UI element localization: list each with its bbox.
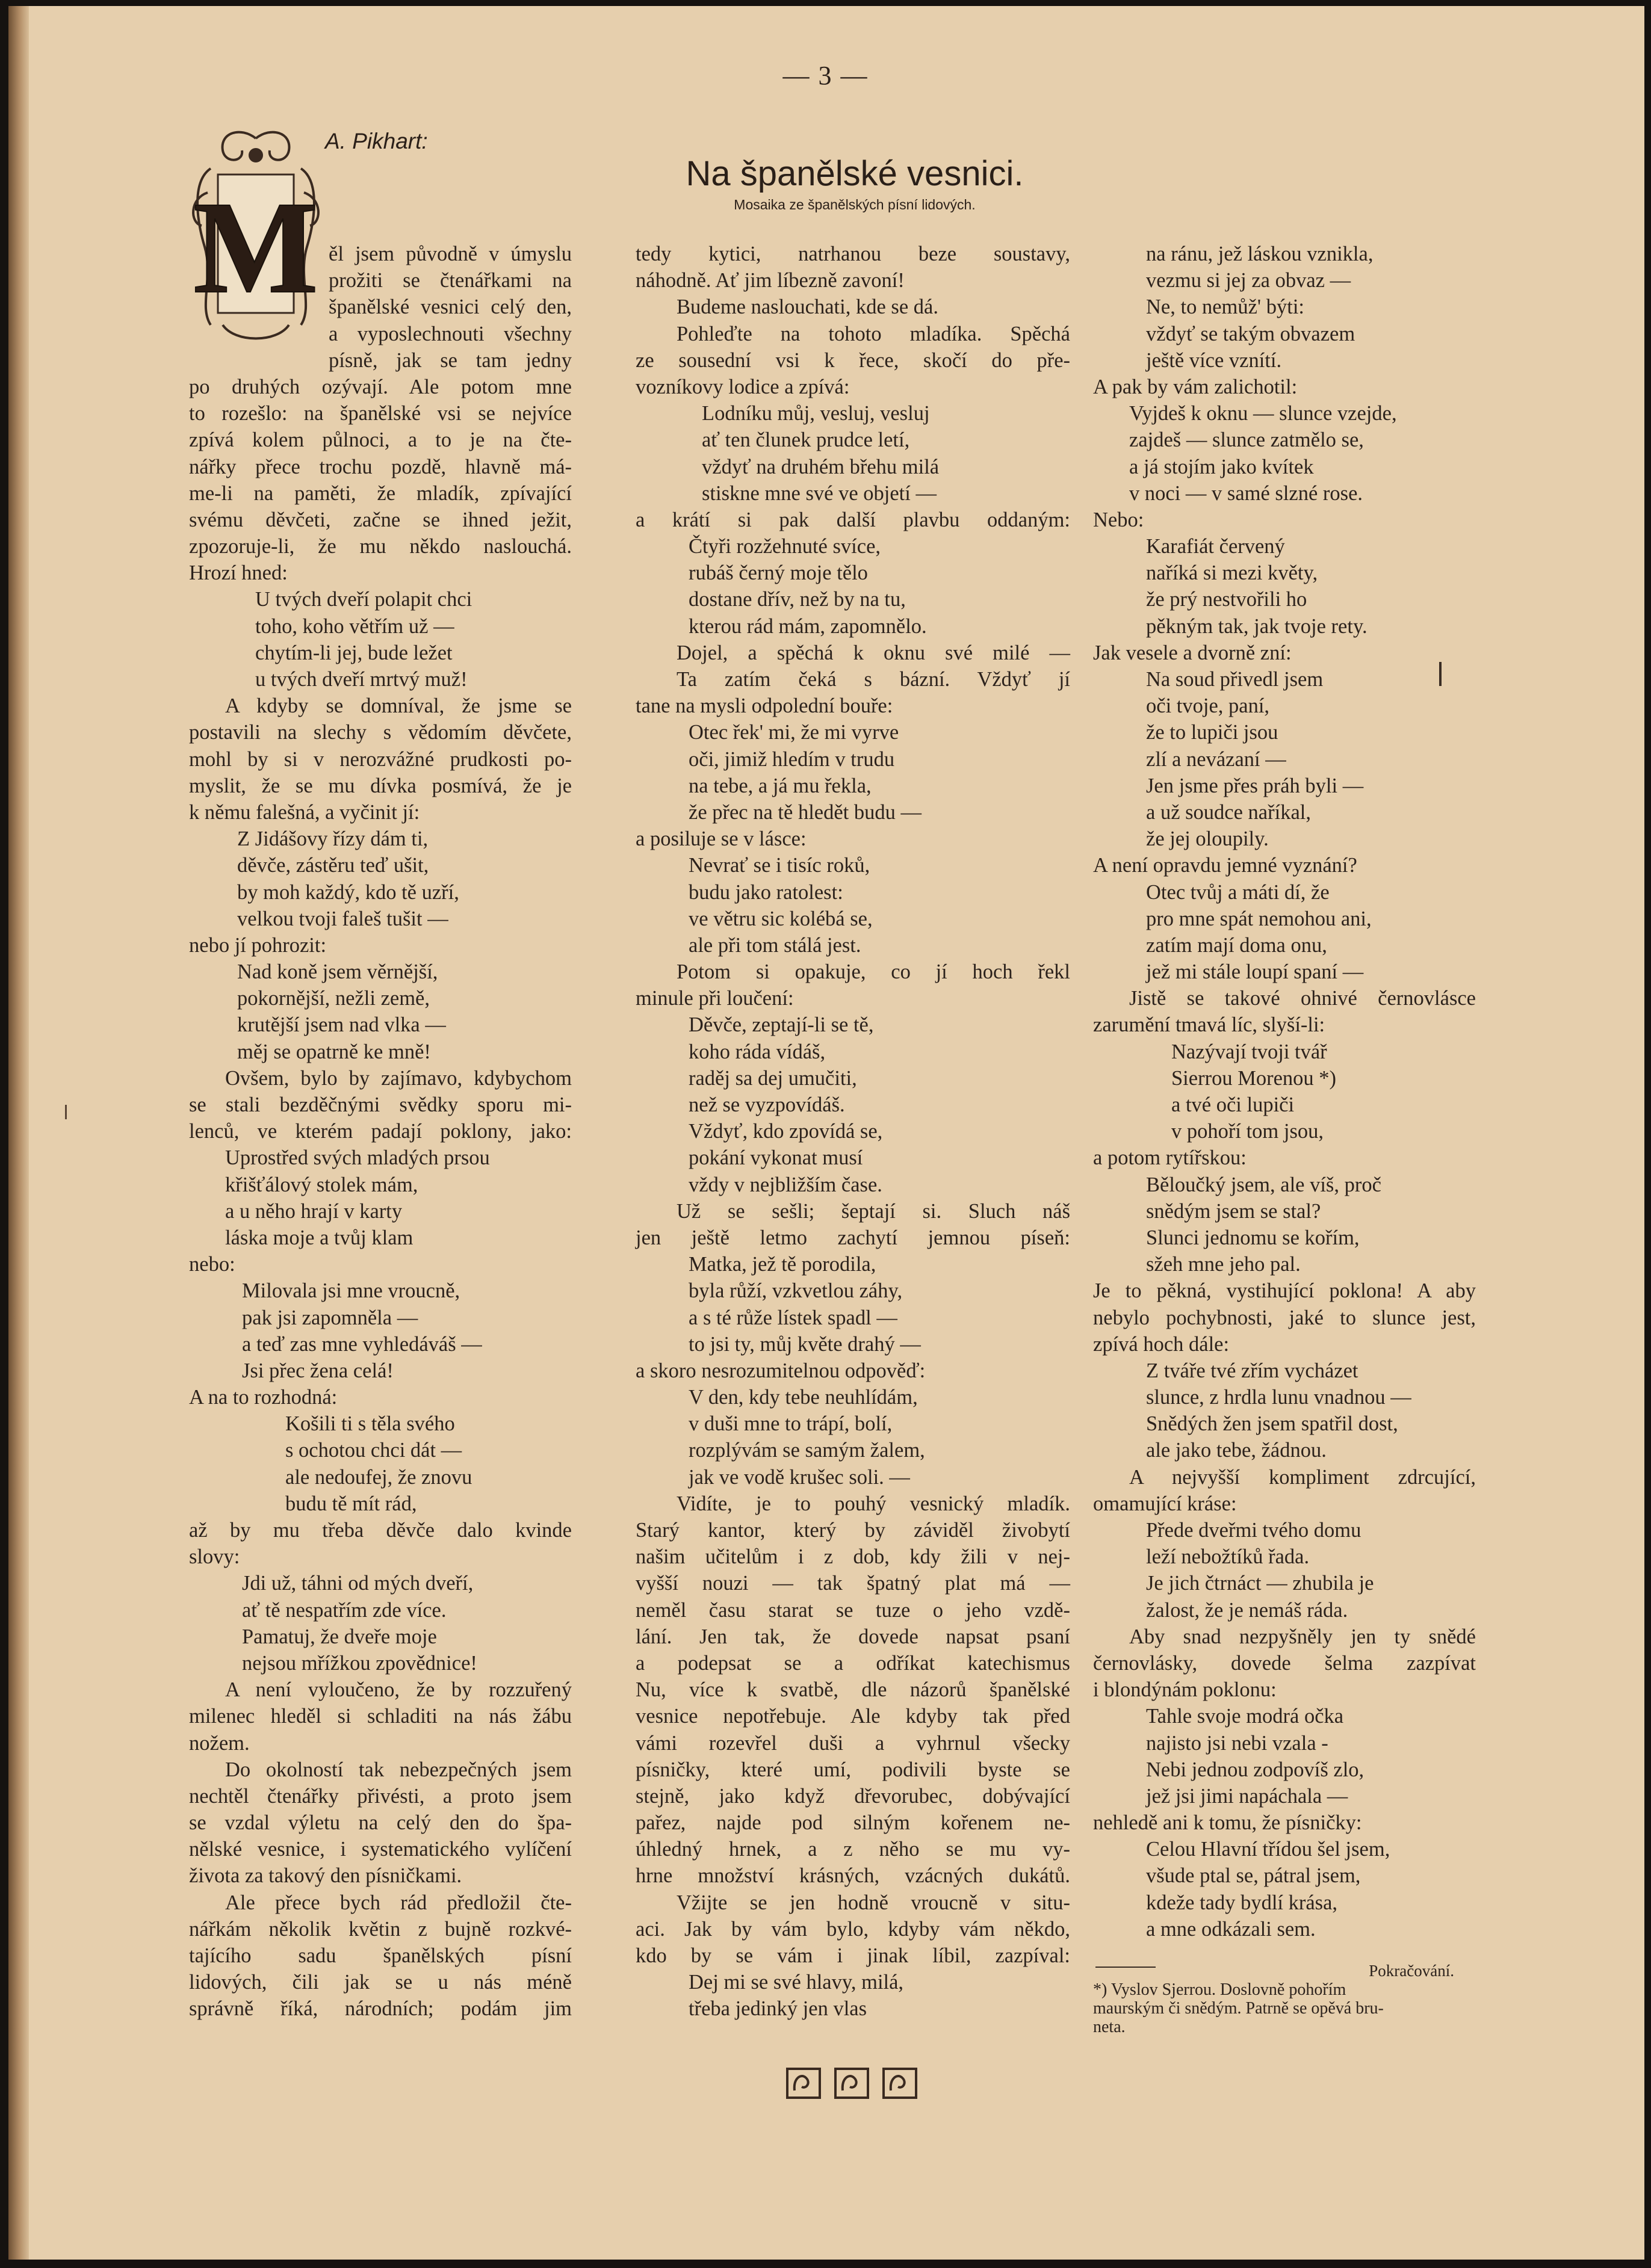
verse-line: krutější jsem nad vlka — [237, 1013, 446, 1037]
text-column-left [189, 241, 572, 2022]
text-line: aci. Jak by vám bylo, kdyby vám někdo, [636, 1917, 1070, 1941]
text-line: správně říká, národních; podám jim [189, 1997, 572, 2021]
verse-line: na ránu, jež láskou vznikla, [1146, 243, 1374, 265]
verse-line: ať ten člunek prudce letí, [702, 428, 910, 452]
verse-line: Dej mi se své hlavy, milá, [689, 1971, 904, 1994]
text-line: a krátí si pak další plavbu oddaným: [636, 508, 1070, 531]
verse-line: jež mi stále loupí spaní — [1146, 960, 1364, 984]
verse-line: pro mne spát nemohou ani, [1146, 907, 1372, 930]
text-line: neměl času starat se tuze o jeho vzdě- [636, 1598, 1070, 1622]
text-line: Jistě se takové ohnivé černovlásce [1129, 987, 1476, 1010]
verse-line: že to lupiči jsou [1146, 721, 1278, 744]
verse-line: Přede dveřmi tvého domu [1146, 1519, 1361, 1542]
text-line: ze sousední vsi k řece, skočí do pře- [636, 348, 1070, 372]
verse-line: Je jich čtrnáct — zhubila je [1146, 1572, 1374, 1595]
verse-line: a tvé oči lupiči [1171, 1093, 1295, 1116]
verse-line: Jdi už, táhni od mých dveří, [242, 1572, 474, 1595]
text-line: zpívá kolem půlnoci, a to je na čte- [189, 428, 572, 452]
article-title: Na španělské vesnici. [686, 154, 1024, 193]
text-line: nářky přece trochu pozdě, hlavně má- [189, 455, 572, 478]
footnote-line: *) Vyslov Sjerrou. Doslovně pohořím [1093, 1980, 1346, 1999]
text-line: zpozoruje-li, že mu někdo naslouchá. [189, 535, 572, 558]
text-line: svému děvčeti, začne se ihned ježit, [189, 508, 572, 531]
text-line: úhledný hrnek, a z něho se mu vy- [636, 1838, 1070, 1861]
text-line: nechtěl čtenářky přivésti, a proto jsem [189, 1784, 572, 1808]
text-line: Ale přece bych rád předložil čte- [225, 1891, 572, 1914]
verse-line: Karafiát červený [1146, 535, 1285, 558]
text-line: náhodně. Ať jim líbezně zavoní! [636, 269, 905, 292]
page-binding-edge [8, 6, 29, 2260]
text-column-middle [636, 241, 1070, 2022]
text-line: Do okolností tak nebezpečných jsem [225, 1758, 572, 1781]
text-line: nářkám několik květin z bujně rozkvé- [189, 1917, 572, 1941]
verse-line: a mne odkázali sem. [1146, 1917, 1316, 1941]
text-line: A pak by vám zalichotil: [1093, 375, 1298, 398]
text-line: milenec hleděl si schladiti na nás žábu [189, 1705, 572, 1728]
verse-line: Slunci jednomu se kořím, [1146, 1226, 1360, 1249]
verse-line: dostane dřív, než by na tu, [689, 588, 906, 611]
text-line: Hrozí hned: [189, 561, 288, 585]
text-line: nebo jí pohrozit: [189, 933, 327, 957]
text-line: nebo: [189, 1253, 235, 1276]
text-line: zarumění tmavá líc, slyší-li: [1093, 1013, 1325, 1037]
footnote-line: neta. [1093, 2018, 1126, 2036]
text-line: Už se sešli; šeptají si. Sluch náš [677, 1199, 1070, 1223]
text-line: zpívá hoch dále: [1093, 1332, 1230, 1356]
text-line: A kdyby se domníval, že jsme se [225, 694, 572, 718]
text-line: A nejvyšší kompliment zdrcující, [1129, 1465, 1476, 1489]
text-line: mohl by si v nerozvážné prudkosti po- [189, 747, 572, 771]
text-line: pařez, najde pod silným kořenem ne- [636, 1811, 1070, 1835]
verse-line: Celou Hlavní třídou šel jsem, [1146, 1838, 1390, 1861]
text-line: a posiluje se v lásce: [636, 827, 807, 851]
verse-line: pěkným tak, jak tvoje rety. [1146, 614, 1368, 638]
verse-line: ale nedoufej, že znovu [285, 1465, 472, 1489]
verse-line: Košili ti s těla svého [285, 1412, 455, 1436]
verse-line: ještě více vznítí. [1146, 348, 1282, 372]
verse-line: jež jsi jimi napáchala — [1146, 1784, 1348, 1808]
verse-line: stiskne mne své ve objetí — [702, 481, 937, 505]
verse-line: najisto jsi nebi vzala - [1146, 1731, 1328, 1755]
text-line: k němu falešná, a vyčinit jí: [189, 800, 420, 824]
text-line: A není vyloučeno, že by rozzuřený [225, 1678, 572, 1702]
verse-line: Milovala jsi mne vroucně, [242, 1279, 460, 1303]
verse-line: Jen jsme přes práh byli — [1146, 774, 1364, 797]
text-line: písně, jak se tam jedny [329, 348, 572, 372]
text-line: vámi rozevřel duši a vyhrnul všecky [636, 1731, 1070, 1755]
verse-line: pokání vykonat musí [689, 1146, 863, 1170]
verse-line: žalost, že je nemáš ráda. [1146, 1598, 1348, 1622]
text-line: tane na mysli odpolední bouře: [636, 694, 893, 718]
verse-line: Matka, jež tě porodila, [689, 1253, 876, 1276]
text-line: španělské vesnici celý den, [329, 295, 572, 319]
verse-line: Nazývají tvoji tvář [1171, 1040, 1327, 1063]
verse-line: leží nebožtíků řada. [1146, 1545, 1310, 1569]
verse-line: ale jako tebe, žádnou. [1146, 1439, 1327, 1462]
ornament-glyph [835, 2069, 868, 2098]
verse-line: a u něho hrají v karty [225, 1199, 403, 1223]
text-line: a vyposlechnouti všechny [329, 322, 572, 345]
verse-line: a s té růže lístek spadl — [689, 1306, 897, 1329]
verse-line: že přec na tě hledět budu — [689, 800, 922, 824]
text-line: Jak vesele a dvorně zní: [1093, 641, 1292, 664]
section-end-ornament [782, 2065, 921, 2101]
verse-line: oči tvoje, paní, [1146, 694, 1270, 718]
text-line: a podepsat se a odříkat katechismus [636, 1651, 1070, 1675]
text-line: jen ještě letmo zachytí jemnou píseň: [636, 1226, 1070, 1249]
text-line: Je to pěkná, vystihující poklona! A aby [1093, 1279, 1476, 1303]
verse-line: s ochotou chci dát — [285, 1439, 462, 1462]
text-line: postavili na slechy s vědomím děvčete, [189, 721, 572, 744]
text-line: lidových, čili jak se u nás méně [189, 1971, 572, 1994]
verse-line: by moh každý, kdo tě uzří, [237, 880, 459, 904]
verse-line: zatím mají doma onu, [1146, 933, 1327, 957]
verse-line: zajdeš — slunce zatmělo se, [1129, 428, 1364, 452]
verse-line: že jej oloupily. [1146, 827, 1269, 851]
verse-line: Ne, to nemůž' býti: [1146, 295, 1304, 319]
text-line: nělské vesnice, i systematického vylíčení [189, 1838, 572, 1861]
text-line: Pohleďte na tohoto mladíka. Spěchá [677, 322, 1070, 345]
text-line: se stali bezděčnými svědky sporu mi- [189, 1093, 572, 1116]
text-line: života za takový den písničkami. [189, 1864, 462, 1888]
verse-line: V den, kdy tebe neuhlídám, [689, 1386, 918, 1409]
verse-line: toho, koho větřím už — [255, 614, 454, 638]
article-subtitle: Mosaika ze španělských písní lidových. [734, 197, 976, 212]
verse-line: slunce, z hrdla lunu vnadnou — [1146, 1386, 1411, 1409]
text-line: lenců, ve kterém padají poklony, jako: [189, 1120, 572, 1143]
text-line: to rozešlo: na španělské vsi se nejvíce [189, 402, 572, 425]
verse-line: to jsi ty, můj květe drahý — [689, 1332, 921, 1356]
verse-line: Jsi přec žena celá! [242, 1359, 394, 1382]
verse-line: Vyjdeš k oknu — slunce vzejde, [1129, 402, 1397, 425]
text-line: vozníkovy lodice a zpívá: [636, 375, 850, 398]
text-line: slovy: [189, 1545, 240, 1569]
verse-line: oči, jimiž hledím v trudu [689, 747, 895, 771]
verse-line: velkou tvoji faleš tušit — [237, 907, 448, 930]
text-line: A není opravdu jemné vyznání? [1093, 854, 1357, 877]
text-line: lání. Jen tak, že dovede napsat psaní [636, 1625, 1070, 1648]
text-line: našim učitelům i z dob, kdy žili v nej- [636, 1545, 1070, 1569]
verse-line: Otec řek' mi, že mi vyrve [689, 721, 899, 744]
text-line: nehledě ani k tomu, že písničky: [1093, 1811, 1362, 1835]
text-line: po druhých ozývají. Ale potom mne [189, 375, 572, 398]
text-line: Aby snad nezpyšněly jen ty snědé [1129, 1625, 1476, 1648]
verse-line: ať tě nespatřím zde více. [242, 1598, 447, 1622]
verse-line: měj se opatrně ke mně! [237, 1040, 431, 1063]
verse-line: rubáš černý moje tělo [689, 561, 868, 585]
text-line: Nebo: [1093, 508, 1144, 531]
verse-line: v noci — v samé slzné rose. [1129, 481, 1363, 505]
verse-line: vezmu si jej za obvaz — [1146, 269, 1351, 292]
text-line: myslit, že se mu dívka posmívá, že je [189, 774, 572, 797]
verse-line: ale při tom stálá jest. [689, 933, 861, 957]
verse-line: nejsou mřížkou zpovědnice! [242, 1651, 477, 1675]
footnote-block [1093, 1962, 1478, 2036]
text-line: černovlásky, dovede šelma zazpívat [1093, 1651, 1476, 1675]
footnote-line: maurským či snědým. Patrně se opěvá bru- [1093, 1999, 1384, 2018]
verse-line: sžeh mne jeho pal. [1146, 1253, 1301, 1276]
verse-line: pak jsi zapomněla — [242, 1306, 418, 1329]
verse-line: vždy v nejbližším čase. [689, 1173, 882, 1196]
verse-line: budu jako ratolest: [689, 880, 843, 904]
verse-line: pokornější, nežli země, [237, 987, 430, 1010]
text-line: kdo by se vám i jinak líbil, zazpíval: [636, 1944, 1070, 1967]
verse-line: kdeže tady bydlí krása, [1146, 1891, 1338, 1914]
verse-line: křišťálový stolek mám, [225, 1173, 418, 1196]
verse-line: Uprostřed svých mladých prsou [225, 1146, 490, 1170]
text-line: a skoro nesrozumitelnou odpověď: [636, 1359, 926, 1382]
verse-line: Sierrou Morenou *) [1171, 1066, 1337, 1090]
verse-line: raděj sa dej umučiti, [689, 1066, 857, 1090]
text-line: hrne množství krásných, vzácných dukátů. [636, 1864, 1070, 1888]
verse-line: děvče, zástěru teď ušit, [237, 854, 429, 877]
verse-line: v pohoří tom jsou, [1171, 1120, 1324, 1143]
text-line: tedy kytici, natrhanou beze soustavy, [636, 243, 1070, 265]
verse-line: rozplývám se samým žalem, [689, 1439, 925, 1462]
verse-line: kterou rád mám, zapomnělo. [689, 614, 927, 638]
verse-line: Z tváře tvé zřím vycházet [1146, 1359, 1358, 1382]
verse-line: vždyť se takým obvazem [1146, 322, 1355, 345]
text-line: ěl jsem původně v úmyslu [329, 243, 572, 265]
drop-cap-letter: M [193, 174, 318, 321]
verse-line: jak ve vodě krušec soli. — [689, 1465, 910, 1489]
ornament-glyph [787, 2069, 820, 2098]
verse-line: Otec tvůj a máti dí, že [1146, 880, 1330, 904]
continuation-note: Pokračování. [1369, 1962, 1454, 1980]
text-column-right [1093, 241, 1476, 1942]
text-line: vesnice nepotřebuje. Ale kdyby tak před [636, 1705, 1070, 1728]
verse-line: třeba jedinký jen vlas [689, 1997, 867, 2021]
verse-line: chytím-li jej, bude ležet [255, 641, 453, 664]
text-line: a potom rytířskou: [1093, 1146, 1247, 1170]
verse-line: Děvče, zeptají-li se tě, [689, 1013, 874, 1037]
verse-line: a už soudce naříkal, [1146, 800, 1311, 824]
text-line: písničky, které umí, podivili byste se [636, 1758, 1070, 1781]
verse-line: Pamatuj, že dveře moje [242, 1625, 437, 1648]
verse-line: láska moje a tvůj klam [225, 1226, 414, 1249]
text-line: omamující kráse: [1093, 1492, 1237, 1515]
text-line: Dojel, a spěchá k oknu své milé — [677, 641, 1070, 664]
verse-line: na tebe, a já mu řekla, [689, 774, 872, 797]
text-line: stejně, jako když dřevorubec, dobývající [636, 1784, 1070, 1808]
text-line: Budeme naslouchati, kde se dá. [677, 295, 938, 319]
text-line: až by mu třeba děvče dalo kvinde [189, 1519, 572, 1542]
print-mark [65, 1105, 67, 1119]
text-line: nebylo pochybnosti, jaké to slunce jest, [1093, 1306, 1476, 1329]
verse-line: Nebi jednou zodpovíš zlo, [1146, 1758, 1364, 1781]
text-line: minule při loučení: [636, 987, 794, 1010]
verse-line: a teď zas mne vyhledáváš — [242, 1332, 482, 1356]
ornament-glyph [884, 2069, 916, 2098]
verse-line: vždyť na druhém břehu milá [702, 455, 940, 478]
verse-line: naříká si mezi květy, [1146, 561, 1318, 585]
verse-line: Lodníku můj, vesluj, vesluj [702, 402, 930, 425]
verse-line: Nad koně jsem věrnější, [237, 960, 438, 984]
text-line: Nu, více k svatbě, dle názorů španělské [636, 1678, 1070, 1702]
verse-line: Na soud přivedl jsem [1146, 668, 1324, 691]
text-line: me-li na paměti, že mladík, zpívající [189, 481, 572, 505]
text-line: A na to rozhodná: [189, 1386, 338, 1409]
verse-line: Z Jidášovy řízy dám ti, [237, 827, 429, 851]
verse-line: ve větru sic kolébá se, [689, 907, 873, 930]
verse-line: budu tě mít rád, [285, 1492, 417, 1515]
verse-line: Tahle svoje modrá očka [1146, 1705, 1344, 1728]
text-line: Vidíte, je to pouhý vesnický mladík. [677, 1492, 1070, 1515]
verse-line: koho ráda vídáš, [689, 1040, 826, 1063]
verse-line: Vždyť, kdo zpovídá se, [689, 1120, 883, 1143]
author-name: A. Pikhart: [325, 129, 428, 153]
text-line: Ta zatím čeká s bázní. Vždyť jí [677, 668, 1070, 691]
verse-line: než se vyzpovídáš. [689, 1093, 845, 1116]
text-line: Potom si opakuje, co jí hoch řekl [677, 960, 1070, 984]
verse-line: Běloučký jsem, ale víš, proč [1146, 1173, 1381, 1196]
text-line: vyšší nouzi — tak špatný plat má — [636, 1572, 1070, 1595]
verse-line: v duši mne to trápí, bolí, [689, 1412, 893, 1436]
text-line: prožiti se čtenářkami na [329, 269, 572, 292]
verse-line: zlí a nevázaní — [1146, 747, 1286, 771]
verse-line: všude ptal se, pátral jsem, [1146, 1864, 1361, 1888]
page-number: — 3 — [782, 61, 869, 90]
verse-line: a já stojím jako kvítek [1129, 455, 1314, 478]
text-line: Starý kantor, který by záviděl živobytí [636, 1519, 1070, 1542]
text-line: Vžijte se jen hodně vroucně v situ- [677, 1891, 1070, 1914]
text-line: se vzdal výletu na celý den do špa- [189, 1811, 572, 1835]
text-line: Ovšem, bylo by zajímavo, kdybychom [225, 1066, 572, 1090]
text-line: tajícího sadu španělských písní [189, 1944, 572, 1967]
verse-line: u tvých dveří mrtvý muž! [255, 668, 468, 691]
verse-line: snědým jsem se stal? [1146, 1199, 1321, 1223]
verse-line: Nevrať se i tisíc roků, [689, 854, 870, 877]
verse-line: že prý nestvořili ho [1146, 588, 1307, 611]
text-line: nožem. [189, 1731, 250, 1755]
verse-line: Čtyři rozžehnuté svíce, [689, 535, 881, 558]
verse-line: U tvých dveří polapit chci [255, 588, 472, 611]
verse-line: byla růží, vzkvetlou záhy, [689, 1279, 903, 1303]
text-line: i blondýnám poklonu: [1093, 1678, 1277, 1702]
verse-line: Snědých žen jsem spatřil dost, [1146, 1412, 1398, 1436]
